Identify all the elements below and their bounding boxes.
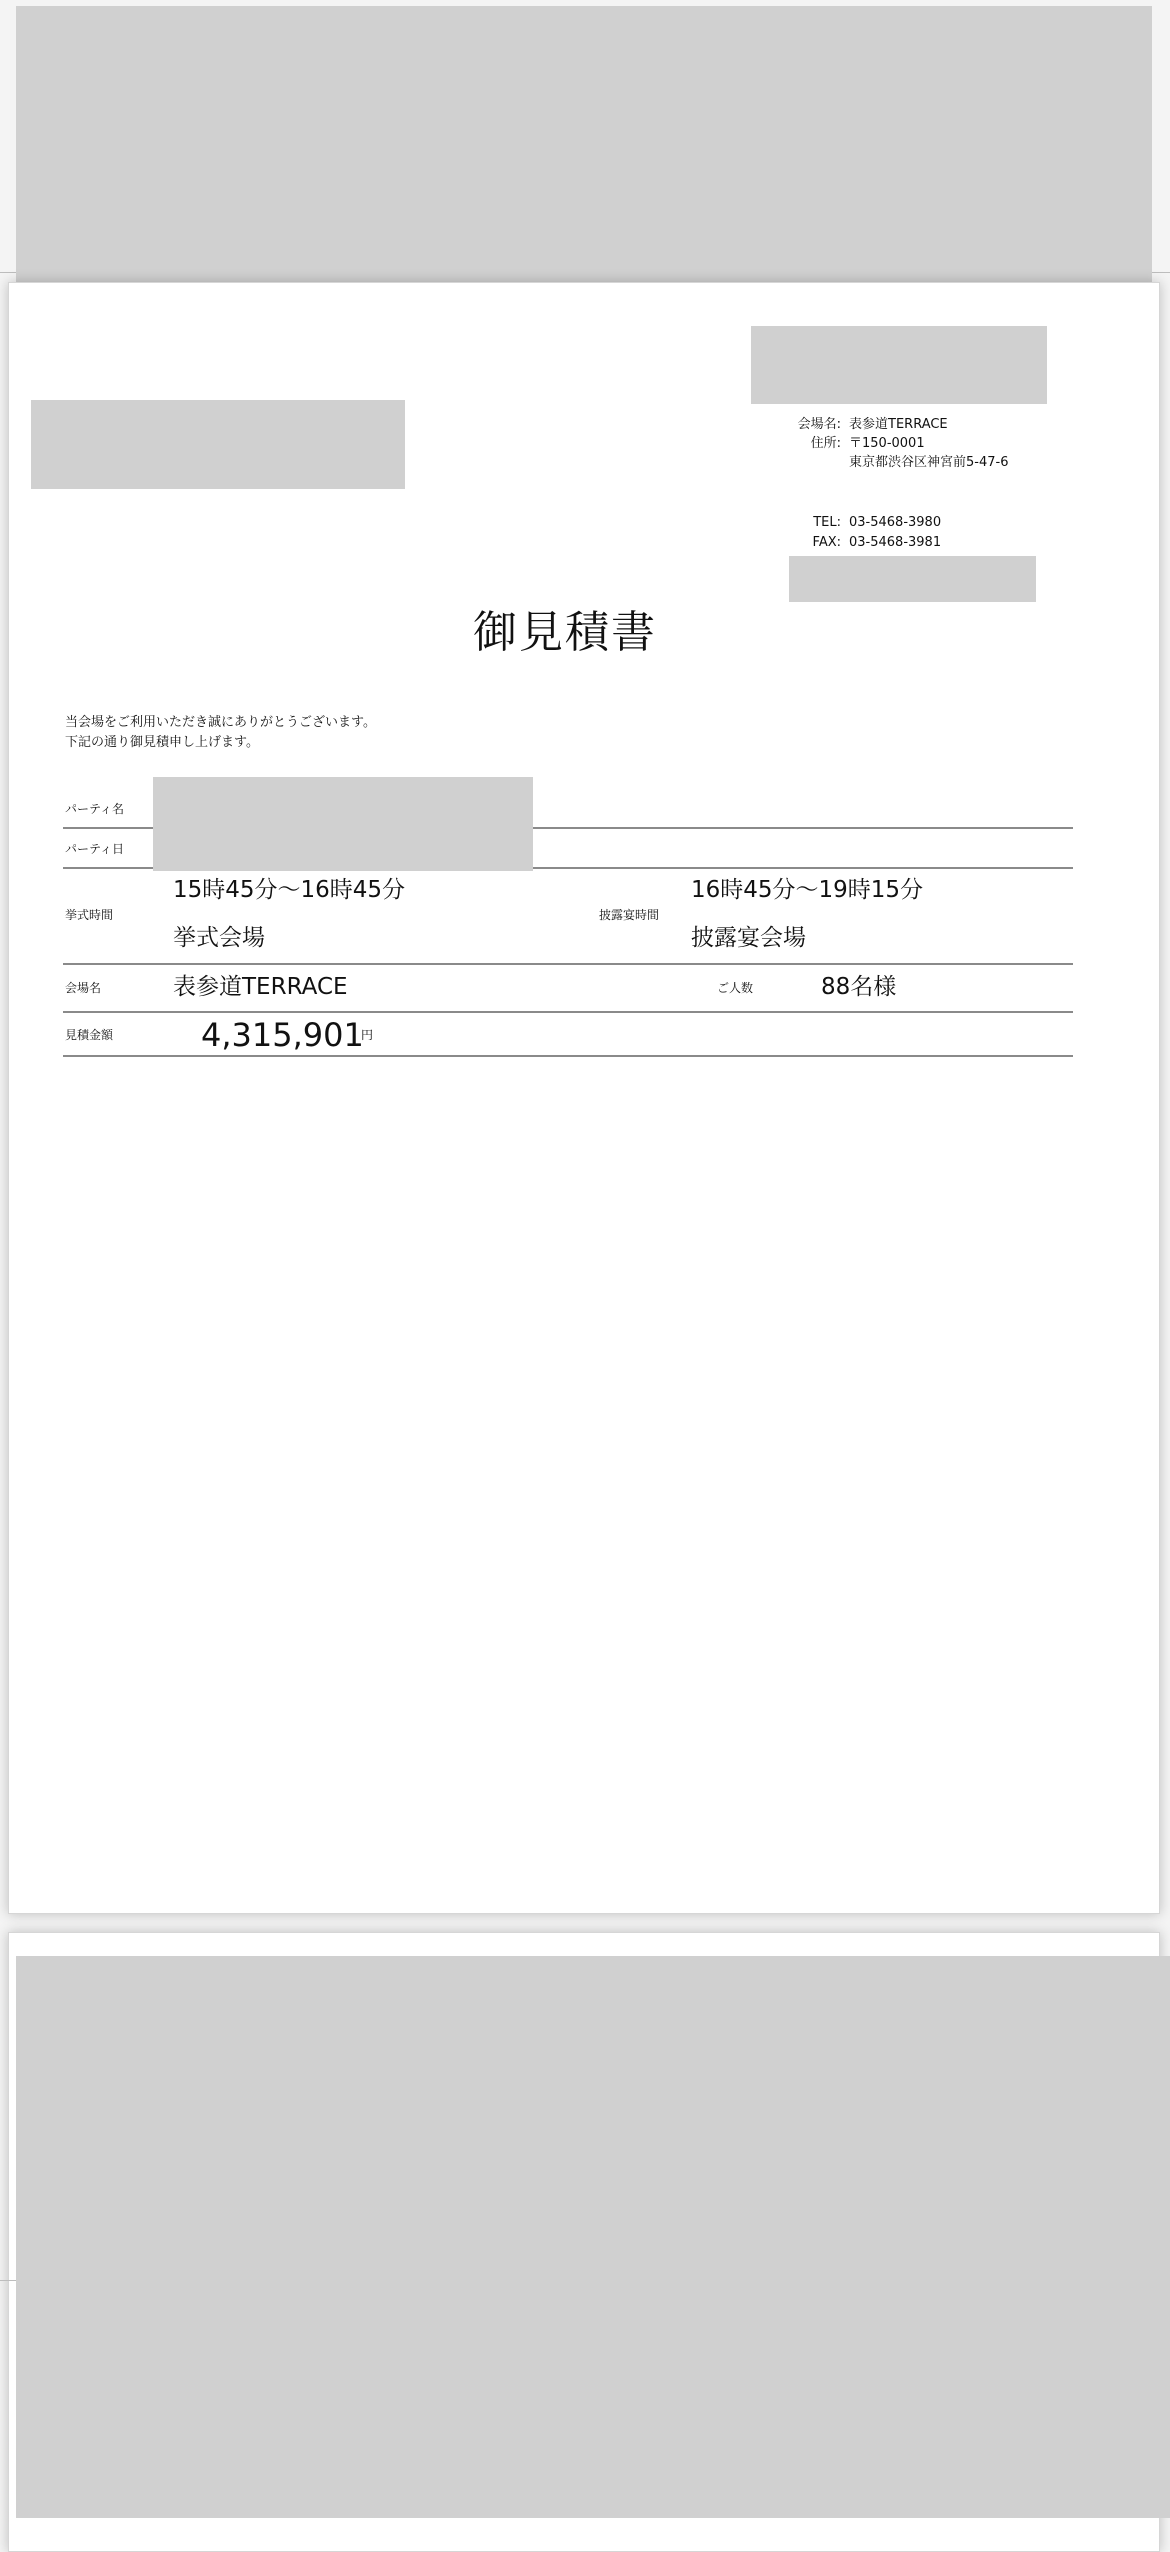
page-edge-line xyxy=(1152,272,1170,273)
greeting-line-1: 当会場をご利用いただき誠にありがとうございます。 xyxy=(65,715,376,730)
postal-code: 〒150-0001 xyxy=(849,436,925,451)
redacted-seal xyxy=(789,556,1036,602)
reception-time: 16時45分〜19時15分 xyxy=(691,877,924,903)
ceremony-time-label: 挙式時間 xyxy=(65,908,114,922)
ceremony-venue: 挙式会場 xyxy=(173,925,265,951)
document-page xyxy=(8,282,1160,1914)
venue-name-value: 表参道TERRACE xyxy=(849,417,948,432)
redacted-venue-logo xyxy=(751,326,1047,404)
row-divider xyxy=(63,963,1073,965)
document-title: 御見積書 xyxy=(473,607,657,658)
party-name-label: パーティ名 xyxy=(65,802,125,816)
guests-label: ご人数 xyxy=(717,981,754,995)
page-edge-line xyxy=(0,2280,16,2281)
party-date-label: パーティ日 xyxy=(65,842,125,856)
fax-label: FAX: xyxy=(812,535,841,550)
fax-value: 03-5468-3981 xyxy=(849,535,942,550)
guests-value: 88名様 xyxy=(821,974,897,1000)
redacted-top-block xyxy=(16,6,1152,286)
row-divider xyxy=(63,1055,1073,1057)
estimate-amount: 4,315,901 xyxy=(201,1016,364,1054)
venue-value: 表参道TERRACE xyxy=(173,974,348,1000)
venue-name-label: 会場名: xyxy=(797,417,841,432)
row-divider xyxy=(63,1011,1073,1013)
reception-time-label: 披露宴時間 xyxy=(599,908,660,922)
redacted-recipient-block xyxy=(31,400,405,489)
reception-venue: 披露宴会場 xyxy=(691,925,806,951)
redacted-party-name xyxy=(153,777,533,871)
address-label: 住所: xyxy=(810,436,841,451)
tel-label: TEL: xyxy=(813,515,841,530)
tel-value: 03-5468-3980 xyxy=(849,515,942,530)
greeting-line-2: 下記の通り御見積申し上げます。 xyxy=(65,735,259,750)
address-value: 東京都渋谷区神宮前5-47-6 xyxy=(849,455,1009,470)
venue-label: 会場名 xyxy=(65,981,102,995)
amount-label: 見積金額 xyxy=(65,1028,114,1042)
amount-unit: 円 xyxy=(361,1028,374,1042)
ceremony-time: 15時45分〜16時45分 xyxy=(173,877,406,903)
page-edge-line xyxy=(0,272,16,273)
redacted-bottom-block xyxy=(16,1956,1170,2518)
